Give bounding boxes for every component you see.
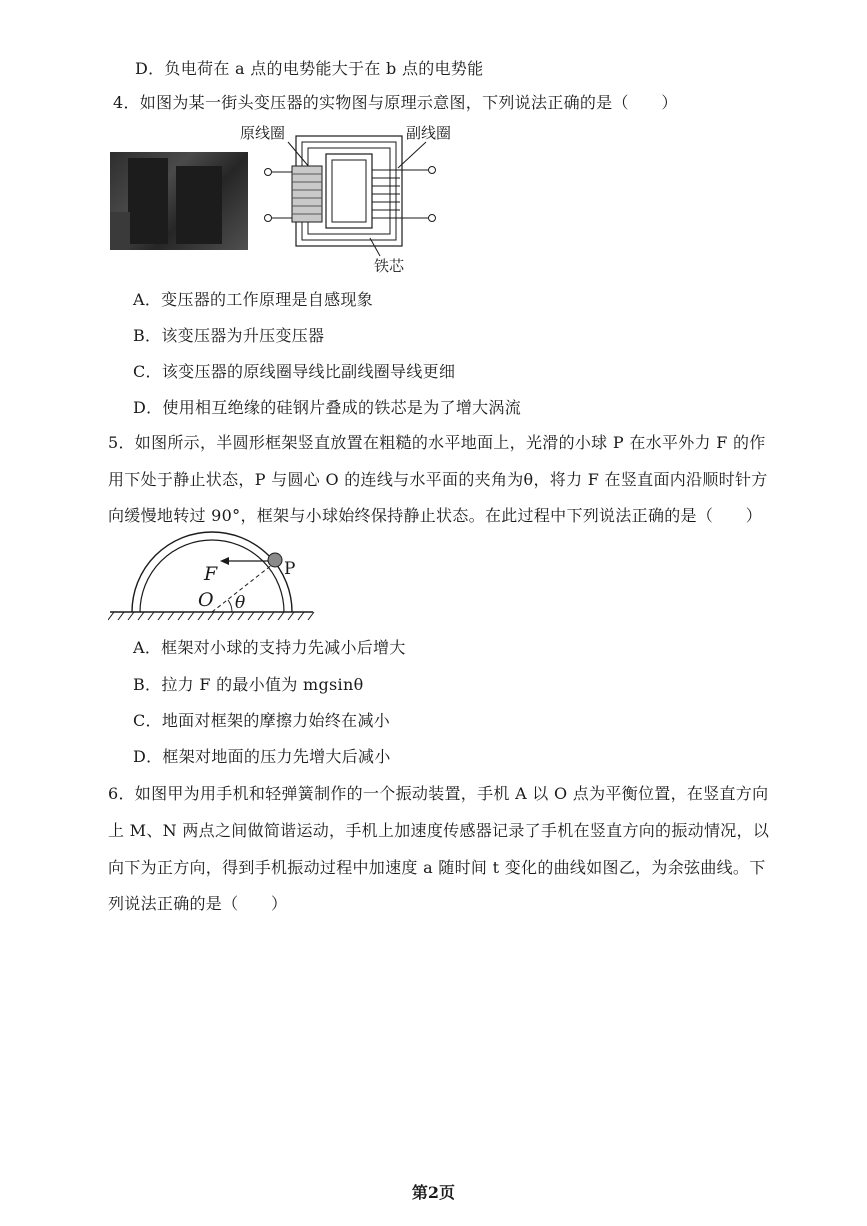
transformer-diagram (230, 118, 460, 278)
q6-stem-line-2: 上 M、N 两点之间做简谐运动，手机上加速度传感器记录了手机在竖直方向的振动情况，以 (108, 821, 770, 840)
label-primary-coil: 原线圈 (240, 124, 286, 142)
label-secondary-coil: 副线圈 (406, 124, 452, 142)
q4-option-d: D．使用相互绝缘的硅钢片叠成的铁芯是为了增大涡流 (133, 398, 522, 417)
label-ball-P: P (284, 559, 296, 579)
q5-stem-line-1: 5．如图所示，半圆形框架竖直放置在粗糙的水平地面上，光滑的小球 P 在水平外力 F 的作 (108, 433, 766, 452)
semicircle-frame-diagram (108, 530, 428, 630)
q6-stem-line-4: 列说法正确的是（ ） (108, 894, 288, 913)
q4-stem: 4．如图为某一街头变压器的实物图与原理示意图，下列说法正确的是（ ） (113, 93, 678, 112)
q4-option-c: C．该变压器的原线圈导线比副线圈导线更细 (133, 362, 456, 381)
q5-option-d: D．框架对地面的压力先增大后减小 (133, 747, 391, 766)
q4-option-b: B．该变压器为升压变压器 (133, 326, 325, 345)
q3-option-d: D．负电荷在 a 点的电势能大于在 b 点的电势能 (135, 59, 484, 78)
label-center-O: O (198, 589, 214, 611)
q5-option-c: C．地面对框架的摩擦力始终在减小 (133, 711, 391, 730)
q5-stem-line-3: 向缓慢地转过 90°，框架与小球始终保持静止状态。在此过程中下列说法正确的是（ ） (108, 506, 763, 525)
label-angle-theta: θ (235, 593, 246, 613)
q5-stem-line-2: 用下处于静止状态，P 与圆心 O 的连线与水平面的夹角为θ，将力 F 在竖直面内沿顺时针方 (108, 470, 768, 489)
label-iron-core: 铁芯 (374, 257, 405, 275)
q6-stem-line-3: 向下为正方向，得到手机振动过程中加速度 a 随时间 t 变化的曲线如图乙，为余弦曲线。下 (108, 858, 766, 877)
q6-stem-line-1: 6．如图甲为用手机和轻弹簧制作的一个振动装置，手机 A 以 O 点为平衡位置，在竖直方向 (108, 784, 769, 803)
q5-option-a: A．框架对小球的支持力先减小后增大 (133, 638, 406, 657)
q4-option-a: A．变压器的工作原理是自感现象 (133, 290, 374, 309)
q5-option-b: B．拉力 F 的最小值为 mgsinθ (133, 675, 364, 694)
transformer-photo (110, 152, 248, 250)
label-force-F: F (204, 563, 218, 585)
page-number: 第2页 (411, 1183, 456, 1202)
